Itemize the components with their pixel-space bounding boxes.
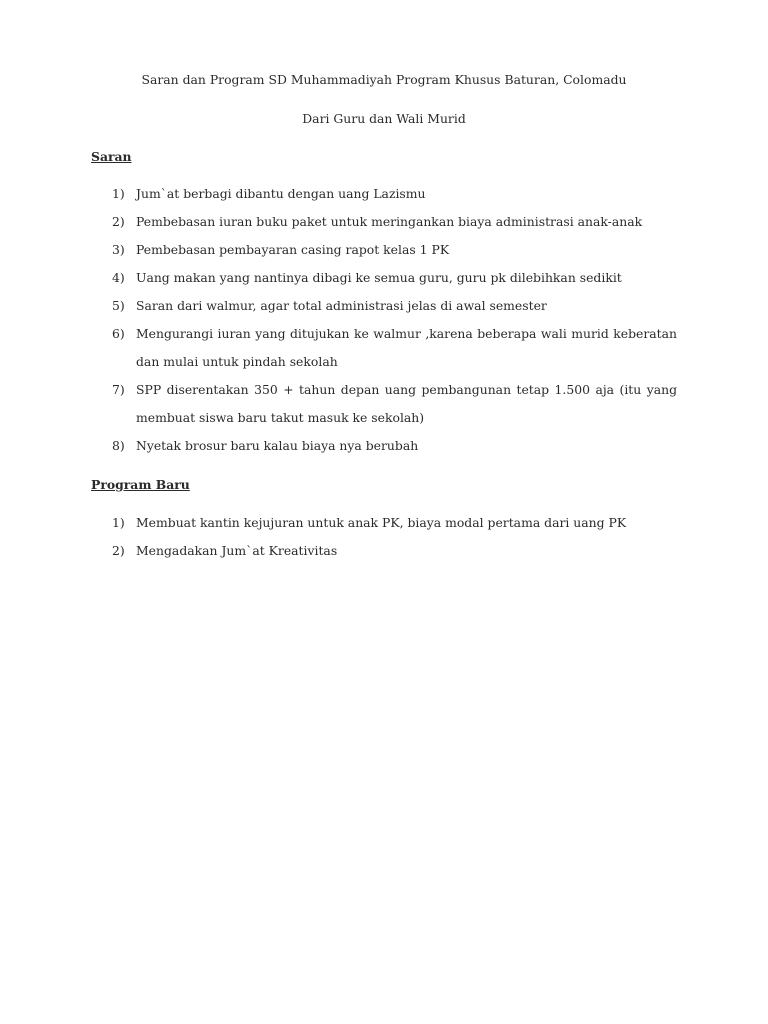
list-text: Jum`at berbagi dibantu dengan uang Lazismu [136, 186, 426, 201]
list-number: 3) [112, 242, 125, 257]
list-number: 2) [112, 214, 125, 229]
list-item [112, 180, 677, 208]
list-number: 6) [112, 326, 125, 341]
list-item [112, 432, 677, 460]
list-item [112, 537, 677, 565]
list-number: 1) [112, 186, 125, 201]
list-text: Pembebasan iuran buku paket untuk meringankan biaya administrasi anak-anak [136, 214, 643, 229]
list-item [112, 376, 677, 432]
list-text: SPP diserentakan 350 + tahun depan uang pembangunan tetap 1.500 aja (itu yang membuat siswa baru takut masuk ke sekolah) [136, 382, 677, 425]
list-number: 1) [112, 515, 125, 530]
list-text: Mengadakan Jum`at Kreativitas [136, 543, 338, 558]
document-title: Saran dan Program SD Muhammadiyah Program Khusus Baturan, Colomadu [141, 72, 627, 87]
section-heading-saran: Saran [91, 149, 132, 164]
list-text: Mengurangi iuran yang ditujukan ke walmur ,karena beberapa wali murid keberatan dan mulai untuk pindah sekolah [136, 326, 677, 369]
list-item [112, 236, 677, 264]
list-text: Uang makan yang nantinya dibagi ke semua guru, guru pk dilebihkan sedikit [136, 270, 622, 285]
list-number: 5) [112, 298, 125, 313]
list-item [112, 320, 677, 376]
document-subtitle: Dari Guru dan Wali Murid [302, 111, 466, 126]
list-number: 8) [112, 438, 125, 453]
list-item [112, 264, 677, 292]
list-number: 7) [112, 382, 125, 397]
list-number: 4) [112, 270, 125, 285]
list-number: 2) [112, 543, 125, 558]
list-text: Saran dari walmur, agar total administrasi jelas di awal semester [136, 298, 547, 313]
list-item [112, 292, 677, 320]
list-text: Nyetak brosur baru kalau biaya nya berubah [136, 438, 419, 453]
section-heading-program-baru: Program Baru [91, 477, 190, 492]
list-text: Membuat kantin kejujuran untuk anak PK, biaya modal pertama dari uang PK [136, 515, 627, 530]
list-item [112, 509, 677, 537]
list-item [112, 208, 677, 236]
list-text: Pembebasan pembayaran casing rapot kelas 1 PK [136, 242, 450, 257]
